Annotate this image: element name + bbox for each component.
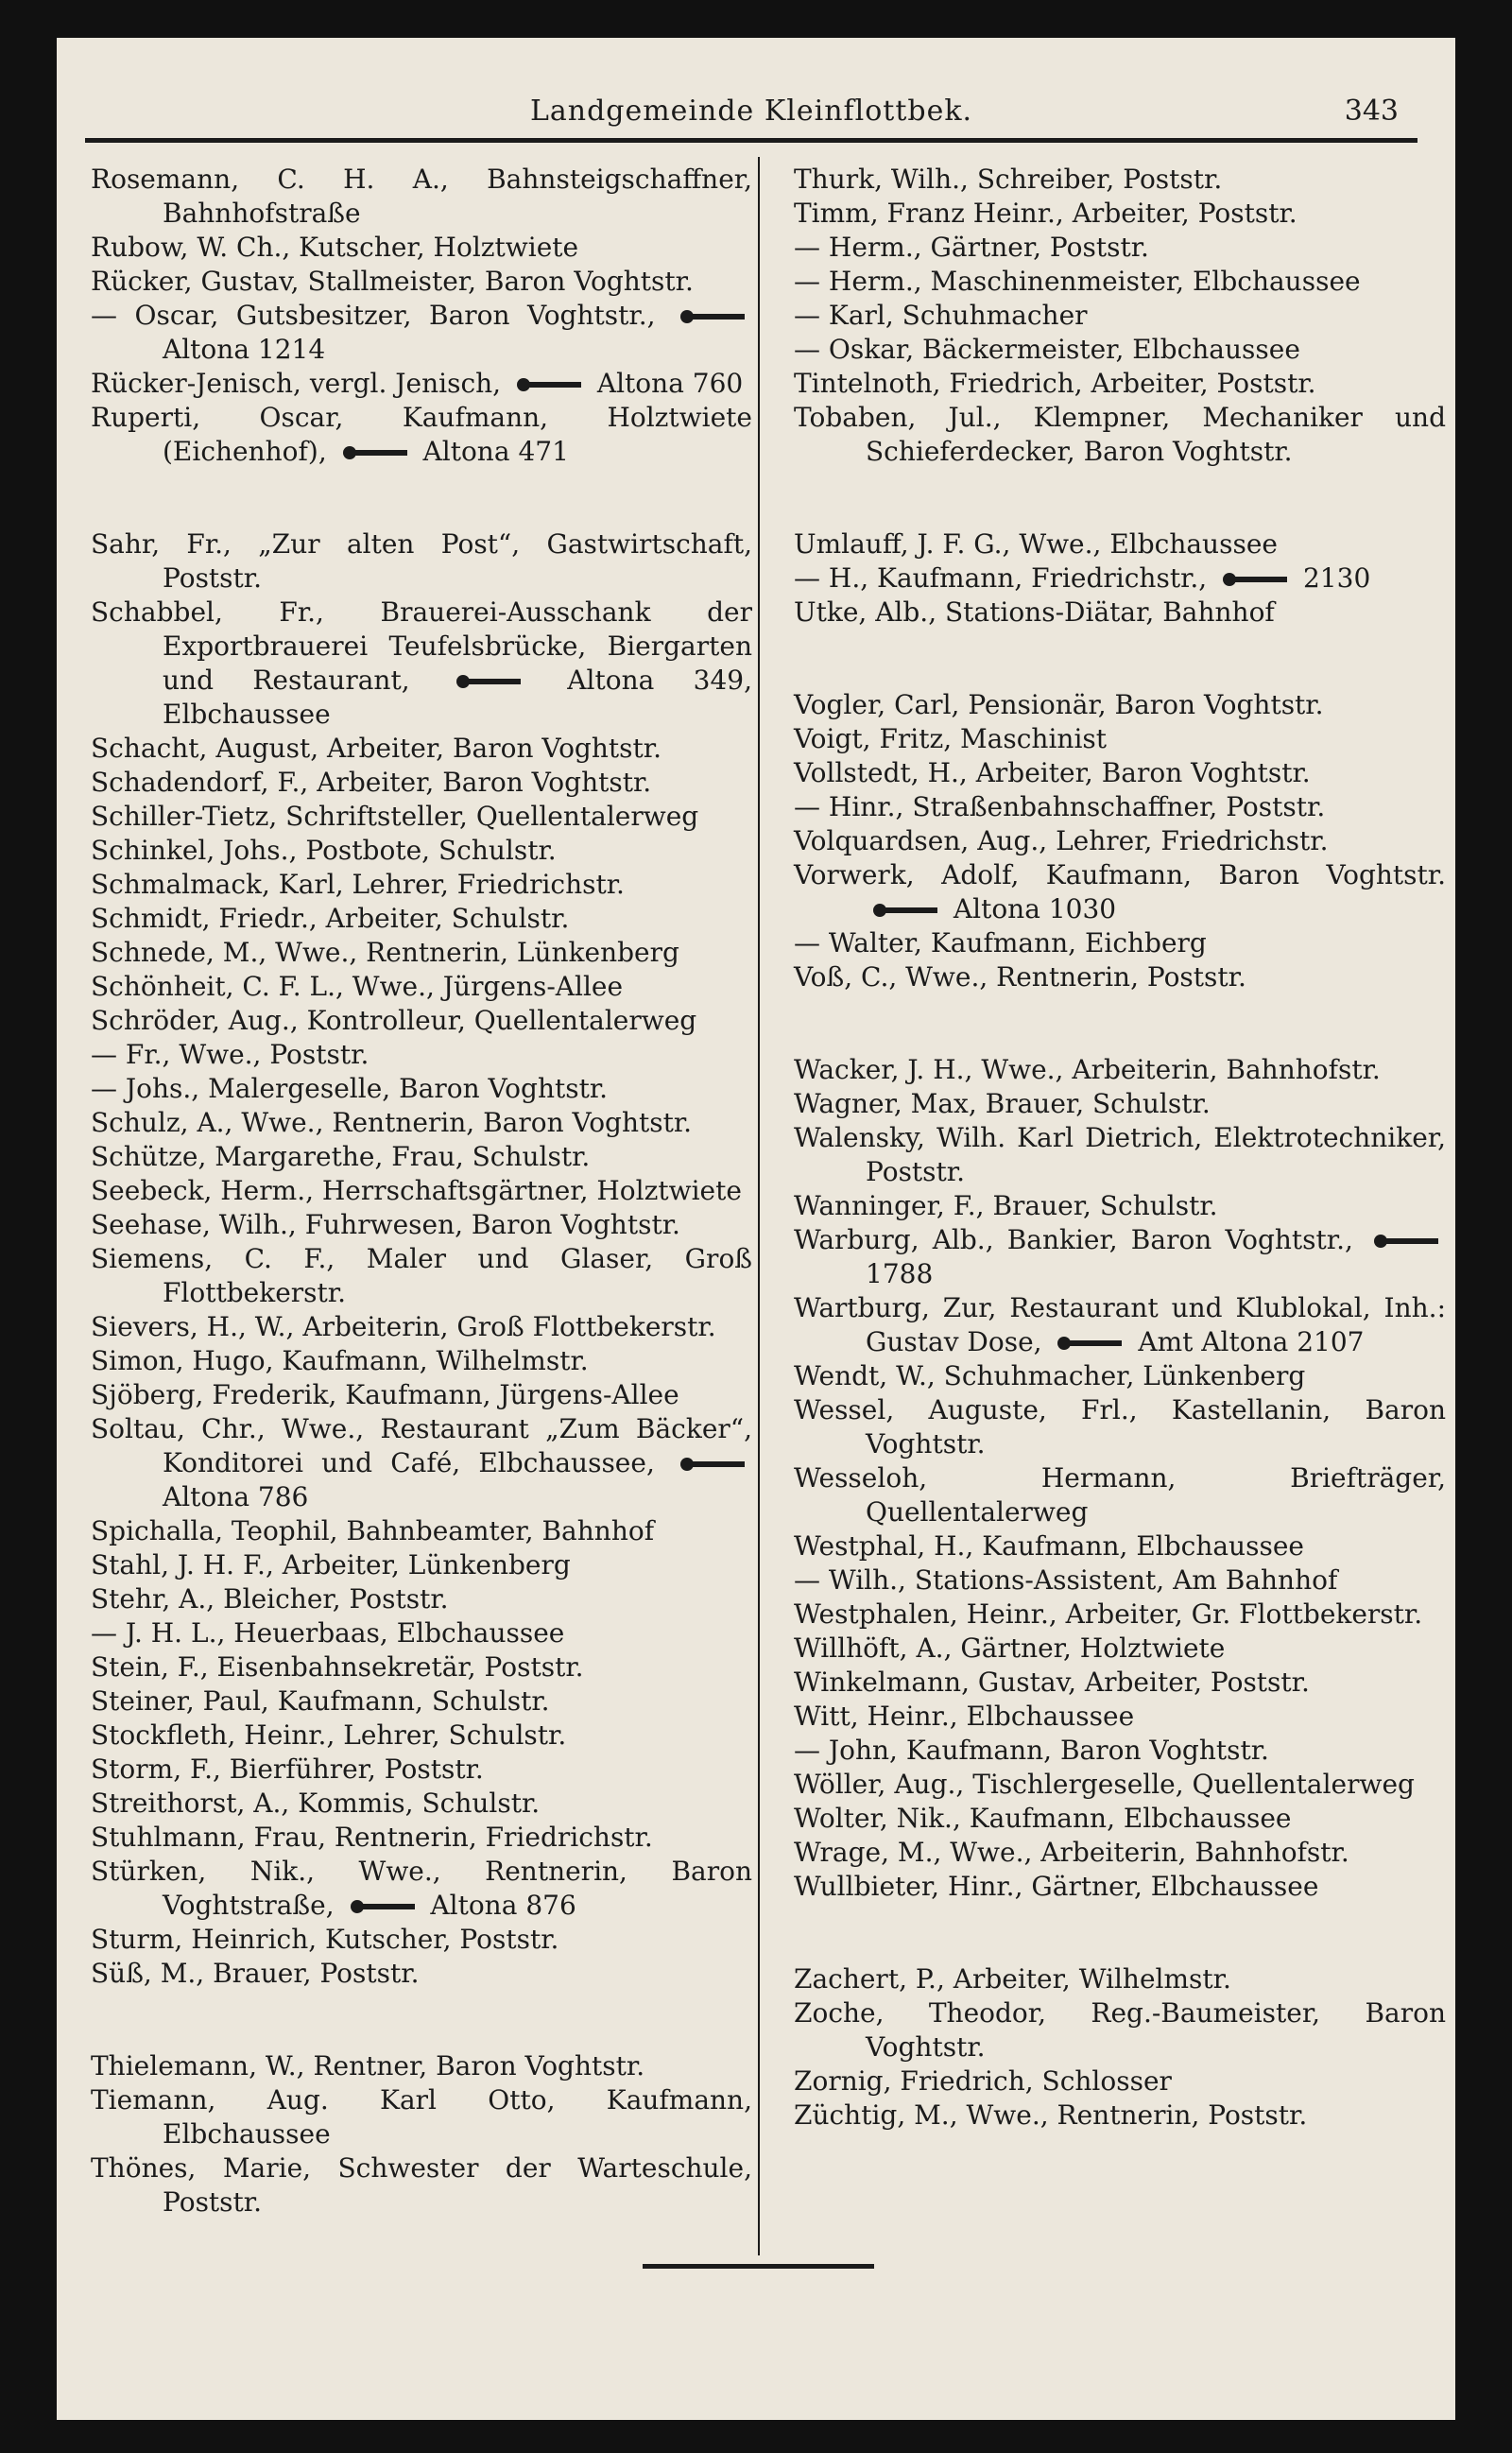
directory-entry: Wacker, J. H., Wwe., Arbeiterin, Bahnhofstr.	[794, 1054, 1381, 1085]
directory-entry: Sahr, Fr., „Zur alten Post“, Gastwirtschaft, Poststr.	[91, 528, 752, 594]
telephone-hand-icon	[1057, 1335, 1122, 1352]
column-divider	[758, 157, 760, 2255]
directory-entry: Thurk, Wilh., Schreiber, Poststr.	[794, 164, 1223, 195]
directory-entry: Schröder, Aug., Kontrolleur, Quellentalerweg	[91, 1005, 697, 1036]
directory-entry: Wanninger, F., Brauer, Schulstr.	[794, 1190, 1218, 1221]
directory-entry: — John, Kaufmann, Baron Voghtstr.	[794, 1735, 1269, 1766]
telephone-hand-icon	[1374, 1233, 1438, 1250]
left-column	[91, 163, 752, 2278]
directory-entry: Wöller, Aug., Tischlergeselle, Quellentalerweg	[794, 1769, 1415, 1800]
directory-entry: — H., Kaufmann, Friedrichstr., 2130	[794, 562, 1371, 594]
directory-entry: Steiner, Paul, Kaufmann, Schulstr.	[91, 1685, 550, 1717]
directory-entry: Sturm, Heinrich, Kutscher, Poststr.	[91, 1924, 559, 1955]
directory-entry: Simon, Hugo, Kaufmann, Wilhelmstr.	[91, 1345, 589, 1376]
page-header	[85, 91, 1418, 143]
directory-entry: Warburg, Alb., Bankier, Baron Voghtstr., 1788	[794, 1223, 1446, 1291]
directory-entry: Schönheit, C. F. L., Wwe., Jürgens-Allee	[91, 971, 624, 1002]
directory-entry: Stein, F., Eisenbahnsekretär, Poststr.	[91, 1651, 584, 1683]
directory-entry: — Hinr., Straßenbahnschaffner, Poststr.	[794, 791, 1326, 822]
directory-page	[57, 38, 1455, 2420]
directory-entry: Umlauff, J. F. G., Wwe., Elbchaussee	[794, 528, 1278, 560]
directory-section	[794, 1053, 1446, 1904]
directory-entry: Vogler, Carl, Pensionär, Baron Voghtstr.	[794, 689, 1324, 720]
directory-entry: Schütze, Margarethe, Frau, Schulstr.	[91, 1141, 591, 1172]
directory-entry: Siemens, C. F., Maler und Glaser, Groß Flottbekerstr.	[91, 1243, 752, 1308]
directory-entry: Sjöberg, Frederik, Kaufmann, Jürgens-Allee	[91, 1379, 679, 1410]
directory-entry: Tintelnoth, Friedrich, Arbeiter, Poststr.	[794, 368, 1316, 399]
directory-entry: Voigt, Fritz, Maschinist	[794, 723, 1108, 754]
telephone-hand-icon	[517, 376, 581, 393]
directory-entry: Vollstedt, H., Arbeiter, Baron Voghtstr.	[794, 757, 1311, 788]
directory-entry: — Fr., Wwe., Poststr.	[91, 1039, 369, 1070]
directory-entry: Timm, Franz Heinr., Arbeiter, Poststr.	[794, 198, 1297, 229]
directory-entry: — Walter, Kaufmann, Eichberg	[794, 927, 1207, 959]
directory-entry: Schacht, August, Arbeiter, Baron Voghtstr.	[91, 733, 662, 764]
directory-entry: Stürken, Nik., Wwe., Rentnerin, Baron Voghtstraße, Altona 876	[91, 1856, 752, 1921]
directory-entry: Tiemann, Aug. Karl Otto, Kaufmann, Elbchaussee	[91, 2084, 752, 2150]
telephone-hand-icon	[873, 902, 937, 919]
directory-entry: Stockfleth, Heinr., Lehrer, Schulstr.	[91, 1719, 567, 1751]
directory-entry: Rosemann, C. H. A., Bahnsteigschaffner, Bahnhofstraße	[91, 164, 752, 229]
directory-entry: — Karl, Schuhmacher	[794, 300, 1088, 331]
directory-entry: Volquardsen, Aug., Lehrer, Friedrichstr.	[794, 825, 1329, 856]
directory-entry: Stahl, J. H. F., Arbeiter, Lünkenberg	[91, 1549, 571, 1581]
directory-entry: Schinkel, Johs., Postbote, Schulstr.	[91, 835, 557, 866]
directory-entry: Rücker-Jenisch, vergl. Jenisch, Altona 760	[91, 368, 744, 399]
directory-entry: Westphal, H., Kaufmann, Elbchaussee	[794, 1530, 1304, 1562]
directory-entry: Ruperti, Oscar, Kaufmann, Holztwiete (Eichenhof), Altona 471	[91, 402, 752, 467]
directory-entry: Wendt, W., Schuhmacher, Lünkenberg	[794, 1360, 1306, 1391]
directory-entry: Wrage, M., Wwe., Arbeiterin, Bahnhofstr.	[794, 1837, 1349, 1868]
directory-entry: — Wilh., Stations-Assistent, Am Bahnhof	[794, 1564, 1338, 1596]
directory-entry: Seebeck, Herm., Herrschaftsgärtner, Holztwiete	[91, 1175, 742, 1206]
page-title: Landgemeinde Kleinflottbek.	[529, 95, 973, 128]
directory-entry: Wullbieter, Hinr., Gärtner, Elbchaussee	[794, 1871, 1319, 1902]
directory-entry: Thönes, Marie, Schwester der Warteschule, Poststr.	[91, 2152, 752, 2218]
directory-entry: Schiller-Tietz, Schriftsteller, Quellentalerweg	[91, 801, 699, 832]
directory-entry: Wartburg, Zur, Restaurant und Klublokal, Inh.: Gustav Dose, Amt Altona 2107	[794, 1292, 1446, 1357]
directory-entry: — Herm., Gärtner, Poststr.	[794, 232, 1149, 263]
directory-section	[794, 688, 1446, 994]
directory-entry: Schulz, A., Wwe., Rentnerin, Baron Voghtstr.	[91, 1107, 693, 1138]
telephone-hand-icon	[680, 308, 745, 325]
directory-section	[794, 1962, 1446, 2133]
directory-entry: — Oskar, Bäckermeister, Elbchaussee	[794, 334, 1300, 365]
directory-section	[91, 2049, 752, 2220]
directory-entry: Streithorst, A., Kommis, Schulstr.	[91, 1788, 541, 1819]
directory-entry: Wesseloh, Hermann, Briefträger, Quellentalerweg	[794, 1462, 1446, 1528]
directory-section	[794, 527, 1446, 630]
directory-entry: Züchtig, M., Wwe., Rentnerin, Poststr.	[794, 2099, 1308, 2131]
directory-entry: Thielemann, W., Rentner, Baron Voghtstr.	[91, 2050, 645, 2082]
directory-entry: Zachert, P., Arbeiter, Wilhelmstr.	[794, 1963, 1231, 1995]
directory-entry: Witt, Heinr., Elbchaussee	[794, 1701, 1135, 1732]
directory-entry: Zoche, Theodor, Reg.-Baumeister, Baron Voghtstr.	[794, 1997, 1446, 2063]
directory-entry: Rubow, W. Ch., Kutscher, Holztwiete	[91, 232, 579, 263]
directory-section	[794, 163, 1446, 469]
directory-section	[91, 163, 752, 469]
directory-entry: Schabbel, Fr., Brauerei-Ausschank der Exportbrauerei Teufelsbrücke, Biergarten und Restaurant, Altona 349, Elbchaussee	[91, 596, 752, 730]
telephone-hand-icon	[343, 444, 407, 461]
directory-section	[91, 527, 752, 1991]
directory-entry: — Johs., Malergeselle, Baron Voghtstr.	[91, 1073, 609, 1104]
directory-entry: — Herm., Maschinenmeister, Elbchaussee	[794, 266, 1361, 297]
telephone-hand-icon	[456, 673, 521, 690]
directory-entry: Rücker, Gustav, Stallmeister, Baron Voghtstr.	[91, 266, 694, 297]
directory-entry: Spichalla, Teophil, Bahnbeamter, Bahnhof	[91, 1515, 655, 1546]
directory-entry: Schmalmack, Karl, Lehrer, Friedrichstr.	[91, 869, 625, 900]
directory-entry: Vorwerk, Adolf, Kaufmann, Baron Voghtstr. Altona 1030	[794, 859, 1446, 924]
footer-rule	[643, 2264, 874, 2269]
directory-entry: Sievers, H., W., Arbeiterin, Groß Flottbekerstr.	[91, 1311, 716, 1342]
directory-entry: Westphalen, Heinr., Arbeiter, Gr. Flottbekerstr.	[794, 1598, 1423, 1630]
directory-entry: Wessel, Auguste, Frl., Kastellanin, Baron Voghtstr.	[794, 1394, 1446, 1460]
directory-entry: Stuhlmann, Frau, Rentnerin, Friedrichstr.	[91, 1822, 653, 1853]
directory-entry: Schmidt, Friedr., Arbeiter, Schulstr.	[91, 903, 570, 934]
directory-entry: — J. H. L., Heuerbaas, Elbchaussee	[91, 1617, 565, 1649]
directory-entry: Utke, Alb., Stations-Diätar, Bahnhof	[794, 596, 1275, 628]
directory-entry: Willhöft, A., Gärtner, Holztwiete	[794, 1632, 1226, 1664]
directory-entry: Stehr, A., Bleicher, Poststr.	[91, 1583, 449, 1615]
directory-entry: Seehase, Wilh., Fuhrwesen, Baron Voghtstr.	[91, 1209, 680, 1240]
directory-entry: Winkelmann, Gustav, Arbeiter, Poststr.	[794, 1667, 1310, 1698]
directory-entry: Schadendorf, F., Arbeiter, Baron Voghtstr.	[91, 767, 652, 798]
directory-entry: Voß, C., Wwe., Rentnerin, Poststr.	[794, 961, 1246, 993]
telephone-hand-icon	[680, 1456, 745, 1473]
directory-entry: — Oscar, Gutsbesitzer, Baron Voghtstr., Altona 1214	[91, 299, 752, 367]
directory-entry: Tobaben, Jul., Klempner, Mechaniker und Schieferdecker, Baron Voghtstr.	[794, 402, 1446, 467]
telephone-hand-icon	[351, 1898, 415, 1915]
directory-entry: Storm, F., Bierführer, Poststr.	[91, 1753, 484, 1785]
directory-entry: Süß, M., Brauer, Poststr.	[91, 1958, 420, 1989]
directory-entry: Walensky, Wilh. Karl Dietrich, Elektrotechniker, Poststr.	[794, 1122, 1446, 1187]
directory-entry: Zornig, Friedrich, Schlosser	[794, 2065, 1172, 2097]
page-number: 343	[1344, 95, 1399, 128]
directory-entry: Soltau, Chr., Wwe., Restaurant „Zum Bäcker“, Konditorei und Café, Elbchaussee, Altona 786	[91, 1413, 752, 1512]
directory-entry: Wagner, Max, Brauer, Schulstr.	[794, 1088, 1211, 1119]
telephone-hand-icon	[1223, 571, 1287, 588]
directory-entry: Schnede, M., Wwe., Rentnerin, Lünkenberg	[91, 937, 679, 968]
right-column	[794, 163, 1446, 2191]
directory-entry: Wolter, Nik., Kaufmann, Elbchaussee	[794, 1803, 1292, 1834]
